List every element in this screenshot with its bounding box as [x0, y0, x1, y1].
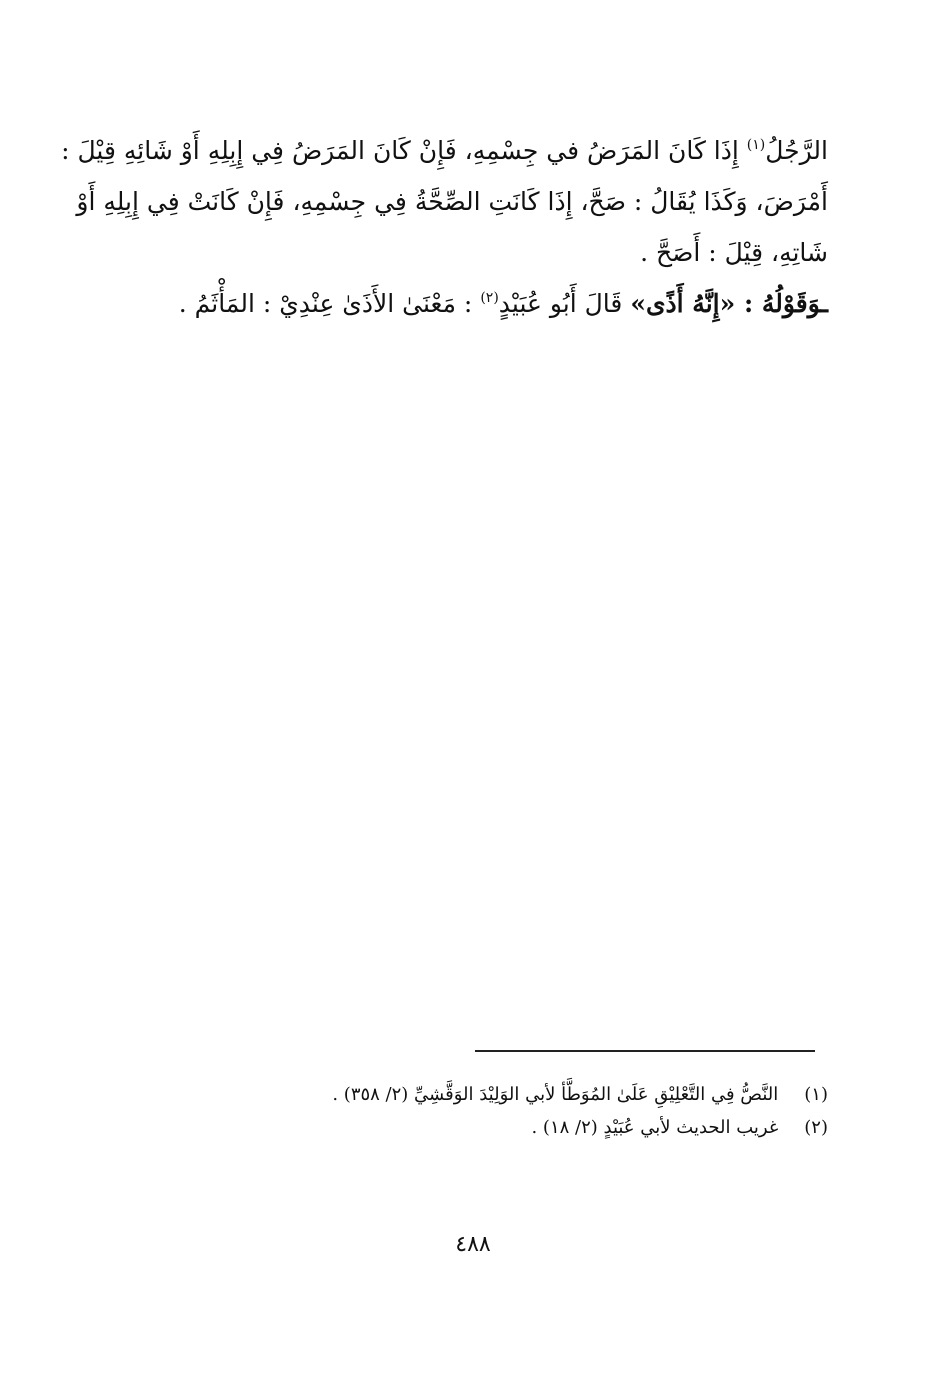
text-line-1-rest: إِذَا كَانَ المَرَضُ في جِسْمِهِ، فَإِنْ كَانَ المَرَضُ فِي إِبِلِهِ أَوْ شَائِهِ قِيْلَ : — [61, 136, 747, 165]
page-number: ٤٨٨ — [455, 1232, 491, 1257]
paragraph-dash: ـ — [820, 289, 828, 318]
hadith-quote: «إِنَّهُ أَذًى» — [630, 289, 736, 318]
hadith-intro: وَقَوْلُهُ : — [735, 289, 821, 318]
main-text — [61, 125, 828, 329]
text-line-2: أَمْرَضَ، وَكَذَا يُقَالُ : صَحَّ، إِذَا كَانَتِ الصِّحَّةُ فِي جِسْمِهِ، فَإِنْ كَانَتْ فِي إِبِلِهِ أَوْ — [76, 187, 828, 216]
footnote-2-text: غريب الحديث لأبي عُبَيْدٍ (٢/ ١٨) . — [531, 1117, 779, 1138]
footnote-ref-1[interactable]: (١) — [746, 137, 766, 153]
footnote-1-text: النَّصُّ فِي التَّعْلِيْقِ عَلَىٰ المُوَطَّأ لأبي الوَلِيْدَ الوَقَّشِيِّ (٢/ ٣٥٨) . — [332, 1084, 779, 1105]
text-line-1-start: الرَّجُلُ — [765, 136, 828, 165]
footnote-ref-2[interactable]: (٢) — [480, 290, 499, 306]
text-line-4-mid: قَالَ أَبُو عُبَيْدٍ — [498, 289, 631, 318]
text-line-4 — [140, 278, 828, 329]
footnote-1 — [140, 1078, 828, 1111]
text-line-3: شَاتِهِ، قِيْلَ : أَصَحَّ . — [640, 238, 828, 267]
footnote-2-number: (٢) — [804, 1117, 828, 1138]
text-line-1 — [61, 125, 828, 176]
footnote-1-number: (١) — [804, 1084, 828, 1105]
footnote-2 — [140, 1111, 828, 1144]
footnote-divider — [475, 1050, 815, 1052]
text-line-4-rest: : مَعْنَىٰ الأَذَىٰ عِنْدِيْ : المَأْثَمُ . — [178, 289, 481, 318]
footnotes — [140, 1078, 828, 1144]
